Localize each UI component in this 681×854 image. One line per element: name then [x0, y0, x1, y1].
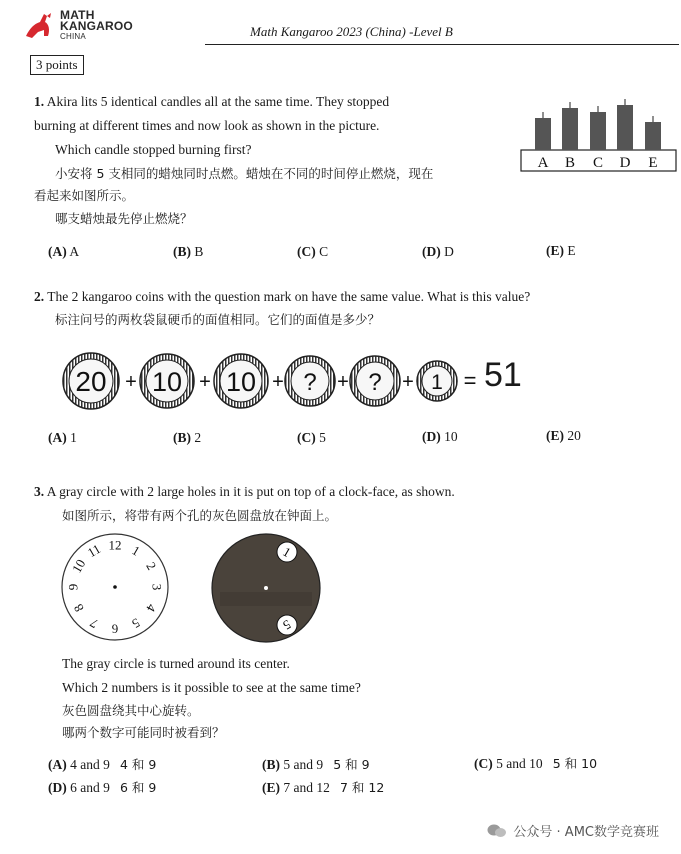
- coin-1-value: 1: [431, 371, 443, 394]
- clock-number-5: 5: [129, 615, 143, 632]
- header-divider: [205, 44, 679, 45]
- q2-option-a-letter: (A): [48, 430, 67, 445]
- q3-number: 3.: [34, 484, 45, 499]
- clock-number-10: 10: [68, 556, 89, 576]
- q1-zh-line-1: 小安将 5 支相同的蜡烛同时点燃。蜡烛在不同的时间停止燃烧，现在: [55, 166, 434, 181]
- q2-option-c-text: 5: [319, 430, 326, 445]
- watermark: [487, 821, 659, 840]
- q1-option-e[interactable]: [546, 243, 576, 259]
- q1-option-b-letter: (B): [173, 244, 191, 259]
- q3-option-d[interactable]: [48, 778, 156, 796]
- coin-equation: [60, 352, 480, 414]
- clock-number-3: 3: [149, 583, 165, 591]
- plus-sign-2: +: [199, 371, 211, 393]
- coin-10-a-value: 10: [151, 367, 183, 397]
- q1-option-a-text: A: [69, 244, 80, 259]
- hole-number-5: 5: [280, 616, 294, 634]
- q1-option-b-text: B: [194, 244, 204, 259]
- clock-face: [60, 532, 170, 642]
- q1-option-c-letter: (C): [297, 244, 316, 259]
- wechat-icon: [487, 824, 507, 838]
- q2-option-a-text: 1: [70, 430, 77, 445]
- clock-number-2: 2: [143, 559, 160, 573]
- q3-zh-line-3: 哪两个数字可能同时被看到？: [62, 725, 225, 740]
- q2-option-c-letter: (C): [297, 430, 316, 445]
- q3-option-c[interactable]: [474, 754, 597, 772]
- disc-hole-1: [277, 542, 297, 562]
- sum-total: 51: [484, 356, 522, 394]
- q3-option-e-letter: (E): [262, 780, 280, 795]
- q2-zh: 标注问号的两枚袋鼠硬币的面值相同。它们的面值是多少？: [55, 312, 381, 327]
- coin-20: [63, 353, 119, 409]
- q1-zh-question: 哪支蜡烛最先停止燃烧？: [55, 211, 193, 226]
- coin-question-a: [285, 356, 335, 406]
- q3-en-line-2: The gray circle is turned around its center.: [62, 656, 290, 671]
- q3-option-d-text: 6 and 9: [70, 780, 110, 795]
- q1-en-line-1: Akira lits 5 identical candles all at the same time. They stopped: [46, 94, 390, 109]
- plus-sign-5: +: [402, 371, 414, 393]
- coin-10-b: [214, 354, 268, 408]
- q1-option-c[interactable]: [297, 244, 328, 260]
- clock-number-12: 12: [108, 537, 122, 553]
- q3-option-b-zh: 5 和 9: [333, 757, 370, 772]
- q3-option-a-text: 4 and 9: [70, 757, 110, 772]
- q3-option-d-letter: (D): [48, 780, 67, 795]
- watermark-text: 公众号 · AMC数学竞赛班: [513, 825, 659, 840]
- q1-option-c-text: C: [319, 244, 329, 259]
- q1-en-question: Which candle stopped burning first?: [55, 142, 252, 157]
- q2-option-d-text: 10: [444, 429, 458, 444]
- q3-en-line-3: Which 2 numbers is it possible to see at the same time?: [62, 680, 361, 695]
- q1-option-d[interactable]: [422, 244, 454, 260]
- points-label: 3 points: [30, 55, 84, 75]
- candle-a: [535, 112, 551, 150]
- equals-sign: =: [463, 368, 477, 393]
- q3-zh-line-2: 灰色圆盘绕其中心旋转。: [62, 703, 200, 718]
- q2-option-d[interactable]: [422, 429, 458, 445]
- plus-sign-4: +: [337, 371, 349, 393]
- q3-option-c-letter: (C): [474, 756, 493, 771]
- candle-label-b: B: [564, 155, 576, 171]
- clock-center-dot: [113, 585, 117, 589]
- q2-number: 2.: [34, 289, 45, 304]
- candle-label-e: E: [648, 155, 658, 171]
- coin-question-b-value: ?: [368, 369, 382, 396]
- q1-option-e-letter: (E): [546, 243, 564, 258]
- logo-line-3: CHINA: [60, 32, 86, 41]
- candle-e: [645, 116, 661, 150]
- q1-number: 1.: [34, 94, 45, 109]
- q2-option-e-text: 20: [567, 428, 581, 443]
- coin-20-value: 20: [75, 366, 107, 397]
- candles-figure: [520, 98, 678, 173]
- q3-option-c-zh: 5 和 10: [552, 756, 598, 771]
- q3-option-b[interactable]: [262, 755, 370, 773]
- coin-1: [417, 361, 457, 401]
- q1-option-a-letter: (A): [48, 244, 67, 259]
- candle-label-c: C: [592, 155, 604, 171]
- clock-number-6: 6: [111, 621, 119, 637]
- q1-en-line-2: burning at different times and now look as shown in the picture.: [34, 118, 380, 133]
- disc-hole-5: [277, 615, 297, 635]
- clock-number-1: 1: [129, 542, 143, 559]
- gray-disc: [210, 532, 322, 644]
- candle-label-a: A: [537, 155, 549, 171]
- q1-zh-line-2: 看起来如图所示。: [34, 188, 135, 203]
- q2-en: The 2 kangaroo coins with the question mark on have the same value. What is this value?: [47, 289, 531, 304]
- logo-line-1: MATH: [60, 8, 95, 22]
- coin-question-a-value: ?: [303, 369, 317, 396]
- candle-b: [562, 102, 578, 150]
- q1-option-d-letter: (D): [422, 244, 441, 259]
- q3-option-e-text: 7 and 12: [283, 780, 330, 795]
- q1-option-b[interactable]: [173, 244, 203, 260]
- q3-option-b-letter: (B): [262, 757, 280, 772]
- candle-d: [617, 99, 633, 150]
- q2-option-b[interactable]: [173, 430, 201, 446]
- q3-en: A gray circle with 2 large holes in it is put on top of a clock-face, as shown.: [46, 484, 455, 499]
- q2-option-c[interactable]: [297, 430, 326, 446]
- hole-number-1: 1: [280, 543, 294, 561]
- q3-zh: 如图所示，将带有两个孔的灰色圆盘放在钟面上。: [62, 508, 338, 523]
- q3-option-b-text: 5 and 9: [283, 757, 324, 772]
- q1-option-d-text: D: [444, 244, 454, 259]
- q3-option-a-letter: (A): [48, 757, 67, 772]
- logo-wordmark: [60, 10, 133, 41]
- coin-10-b-value: 10: [225, 367, 257, 397]
- q1-option-e-text: E: [567, 243, 576, 258]
- q2-option-d-letter: (D): [422, 429, 441, 444]
- q2-option-e-letter: (E): [546, 428, 564, 443]
- q2-option-a[interactable]: [48, 430, 77, 446]
- kangaroo-logo-icon: [22, 10, 56, 40]
- q3-option-e[interactable]: [262, 778, 384, 796]
- plus-sign-1: +: [125, 371, 137, 393]
- q1-option-a[interactable]: [48, 244, 79, 260]
- disc-center-dot: [264, 586, 268, 590]
- q3-option-c-text: 5 and 10: [496, 756, 543, 771]
- candle-c: [590, 106, 606, 150]
- q3-option-e-zh: 7 和 12: [340, 780, 385, 795]
- q3-option-a[interactable]: [48, 755, 156, 773]
- clock-number-4: 4: [143, 601, 160, 615]
- logo-line-2: KANGAROO: [60, 19, 133, 33]
- q2-text-line-1: [34, 288, 530, 306]
- clock-number-8: 8: [70, 601, 87, 615]
- clock-number-7: 7: [87, 615, 101, 632]
- clock-number-9: 9: [65, 583, 81, 591]
- q1-text-line-1: [34, 93, 389, 111]
- q3-option-a-zh: 4 和 9: [120, 757, 157, 772]
- q2-option-e[interactable]: [546, 428, 581, 444]
- candle-label-d: D: [619, 155, 631, 171]
- q3-text-line-1: [34, 483, 455, 501]
- page-header-title: Math Kangaroo 2023 (China) -Level B: [250, 24, 453, 39]
- plus-sign-3: +: [272, 371, 284, 393]
- coin-10-a: [140, 354, 194, 408]
- clock-number-11: 11: [84, 540, 104, 561]
- q2-option-b-letter: (B): [173, 430, 191, 445]
- q3-option-d-zh: 6 和 9: [120, 780, 157, 795]
- q2-option-b-text: 2: [194, 430, 202, 445]
- coin-question-b: [350, 356, 400, 406]
